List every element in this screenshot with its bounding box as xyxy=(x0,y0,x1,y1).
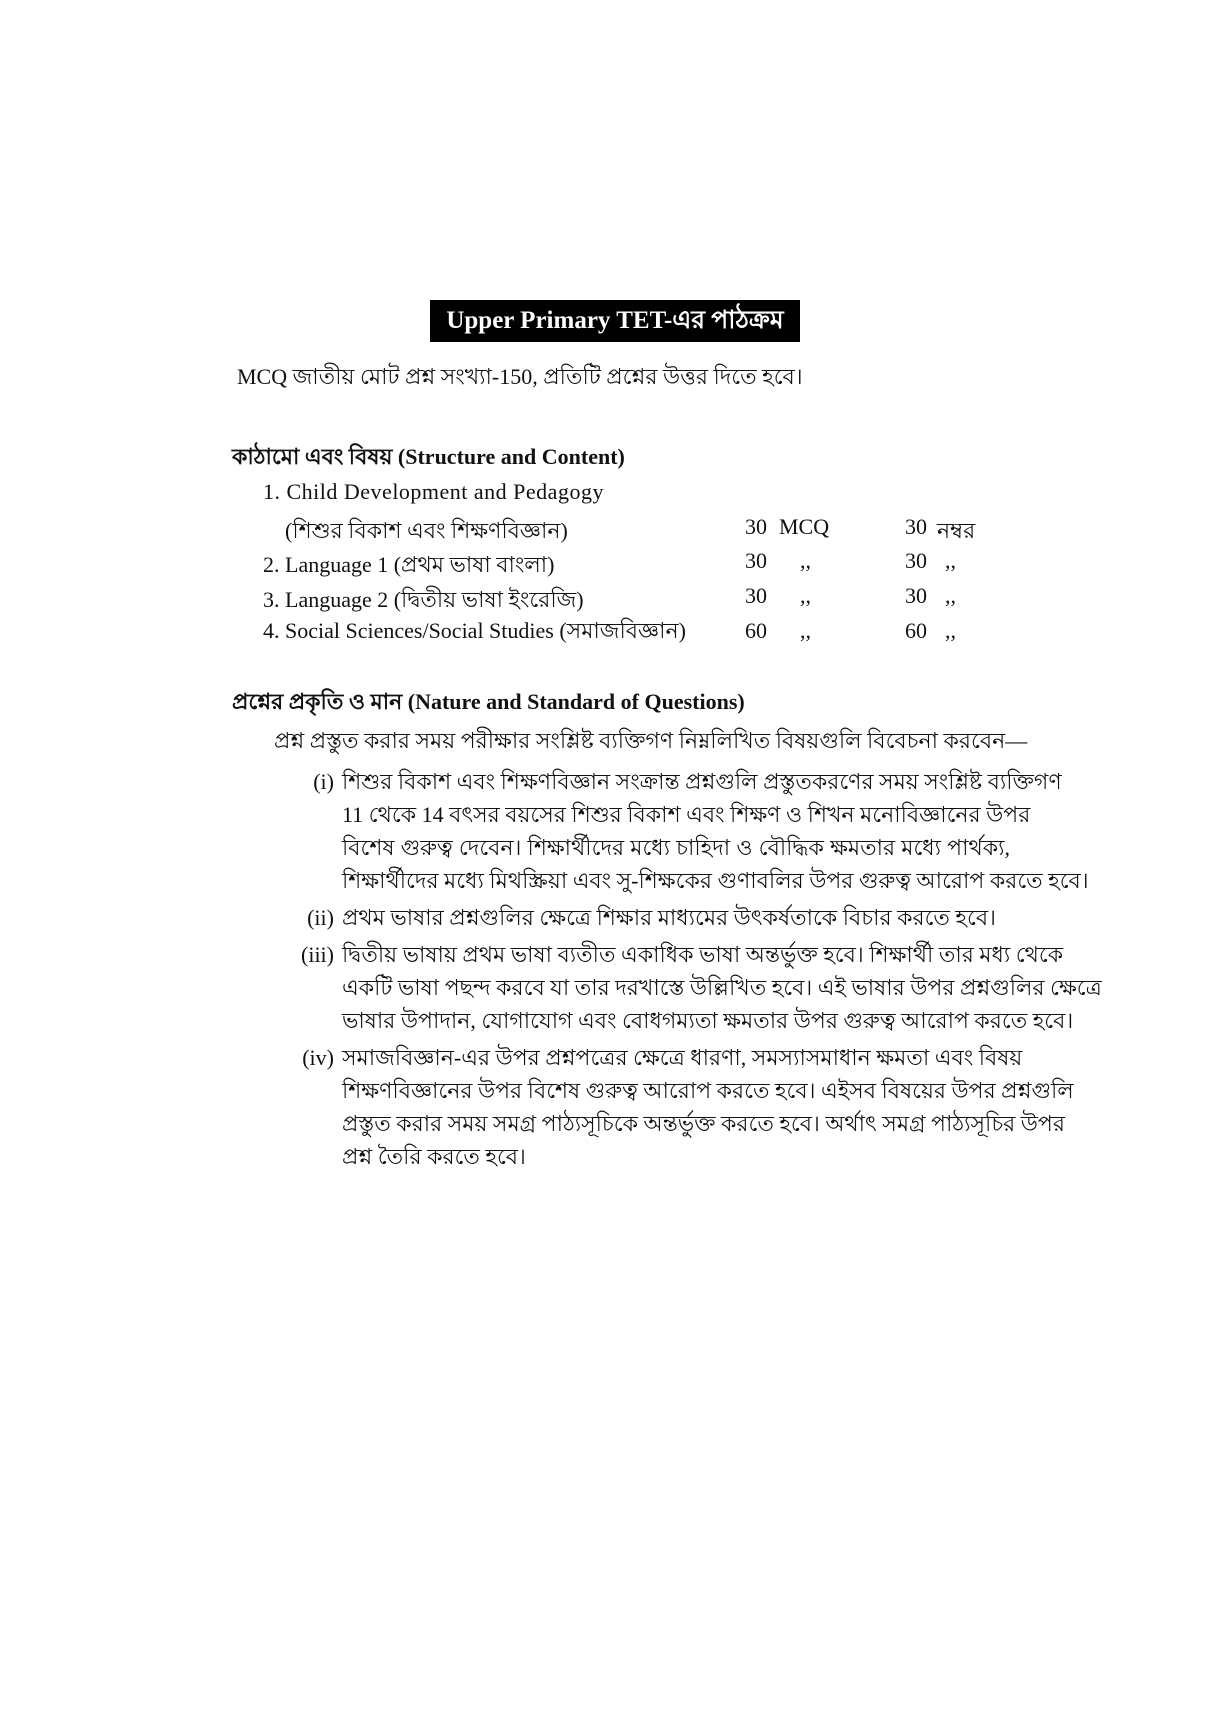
marks: 30 xyxy=(905,514,927,539)
intro-text: MCQ জাতীয় মোট প্রশ্ন সংখ্যা-150, প্রতিটি প্রশ্নের উত্তর দিতে হবে। xyxy=(237,364,803,389)
mcq-unit: MCQ xyxy=(779,514,830,539)
mcq-unit: ,, xyxy=(800,618,811,643)
point-line: একটি ভাষা পছন্দ করবে যা তার দরখাস্তে উল্লিখিত হবে। এই ভাষার উপর প্রশ্নগুলির ক্ষেত্রে xyxy=(342,975,1102,1000)
mcq-count: 60 xyxy=(745,618,767,643)
item-sub: (শিশুর বিকাশ এবং শিক্ষণবিজ্ঞান) xyxy=(285,518,568,543)
marks: 30 xyxy=(905,583,927,608)
mcq-unit: ,, xyxy=(800,583,811,608)
point-line: প্রস্তুত করার সময় সমগ্র পাঠ্যসূচিকে অন্তর্ভুক্ত করতে হবে। অর্থাৎ সমগ্র পাঠ্যসূচির উপর xyxy=(342,1111,1065,1136)
point-line: সমাজবিজ্ঞান-এর উপর প্রশ্নপত্রের ক্ষেত্রে ধারণা, সমস্যাসমাধান ক্ষমতা এবং বিষয় xyxy=(342,1045,1023,1070)
item-label: 1. Child Development and Pedagogy xyxy=(263,479,604,504)
point-line: প্রশ্ন তৈরি করতে হবে। xyxy=(342,1144,526,1169)
marks: 60 xyxy=(905,618,927,643)
mcq-unit: ,, xyxy=(800,548,811,573)
item-label: 4. Social Sciences/Social Studies (সমাজবিজ্ঞান) xyxy=(263,618,686,643)
mcq-count: 30 xyxy=(745,583,767,608)
point-line: শিশুর বিকাশ এবং শিক্ষণবিজ্ঞান সংক্রান্ত প্রশ্নগুলি প্রস্তুতকরণের সময় সংশ্লিষ্ট ব্যক্তিগণ xyxy=(342,769,1062,794)
item-label: 3. Language 2 (দ্বিতীয় ভাষা ইংরেজি) xyxy=(263,587,584,612)
page-title: Upper Primary TET-এর পাঠক্রম xyxy=(430,300,800,342)
point-line: শিক্ষণবিজ্ঞানের উপর বিশেষ গুরুত্ব আরোপ করতে হবে। এইসব বিষয়ের উপর প্রশ্নগুলি xyxy=(342,1078,1074,1103)
marks-unit: নম্বর xyxy=(937,518,976,543)
nature-heading: প্রশ্নের প্রকৃতি ও মান (Nature and Standard of Questions) xyxy=(232,689,745,714)
point-marker: (iii) xyxy=(301,942,334,967)
point-marker: (i) xyxy=(313,769,334,794)
nature-intro: প্রশ্ন প্রস্তুত করার সময় পরীক্ষার সংশ্লিষ্ট ব্যক্তিগণ নিম্নলিখিত বিষয়গুলি বিবেচনা করবেন— xyxy=(274,728,1028,753)
structure-heading: কাঠামো এবং বিষয় (Structure and Content) xyxy=(232,444,625,469)
item-label: 2. Language 1 (প্রথম ভাষা বাংলা) xyxy=(263,552,555,577)
point-line: শিক্ষার্থীদের মধ্যে মিথস্ক্রিয়া এবং সু-শিক্ষকের গুণাবলির উপর গুরুত্ব আরোপ করতে হবে। xyxy=(342,868,1089,893)
mcq-count: 30 xyxy=(745,514,767,539)
point-line: দ্বিতীয় ভাষায় প্রথম ভাষা ব্যতীত একাধিক ভাষা অন্তর্ভুক্ত হবে। শিক্ষার্থী তার মধ্য থেকে xyxy=(342,942,1064,967)
point-line: 11 থেকে 14 বৎসর বয়সের শিশুর বিকাশ এবং শিক্ষণ ও শিখন মনোবিজ্ঞানের উপর xyxy=(342,802,1031,827)
marks-unit: ,, xyxy=(945,618,956,643)
marks-unit: ,, xyxy=(945,548,956,573)
point-line: প্রথম ভাষার প্রশ্নগুলির ক্ষেত্রে শিক্ষার মাধ্যমের উৎকর্ষতাকে বিচার করতে হবে। xyxy=(342,905,996,930)
point-marker: (iv) xyxy=(302,1045,334,1070)
mcq-count: 30 xyxy=(745,548,767,573)
point-marker: (ii) xyxy=(307,905,334,930)
marks-unit: ,, xyxy=(945,583,956,608)
marks: 30 xyxy=(905,548,927,573)
point-line: বিশেষ গুরুত্ব দেবেন। শিক্ষার্থীদের মধ্যে চাহিদা ও বৌদ্ধিক ক্ষমতার মধ্যে পার্থক্য, xyxy=(342,835,1010,860)
point-line: ভাষার উপাদান, যোগাযোগ এবং বোধগম্যতা ক্ষমতার উপর গুরুত্ব আরোপ করতে হবে। xyxy=(342,1008,1074,1033)
